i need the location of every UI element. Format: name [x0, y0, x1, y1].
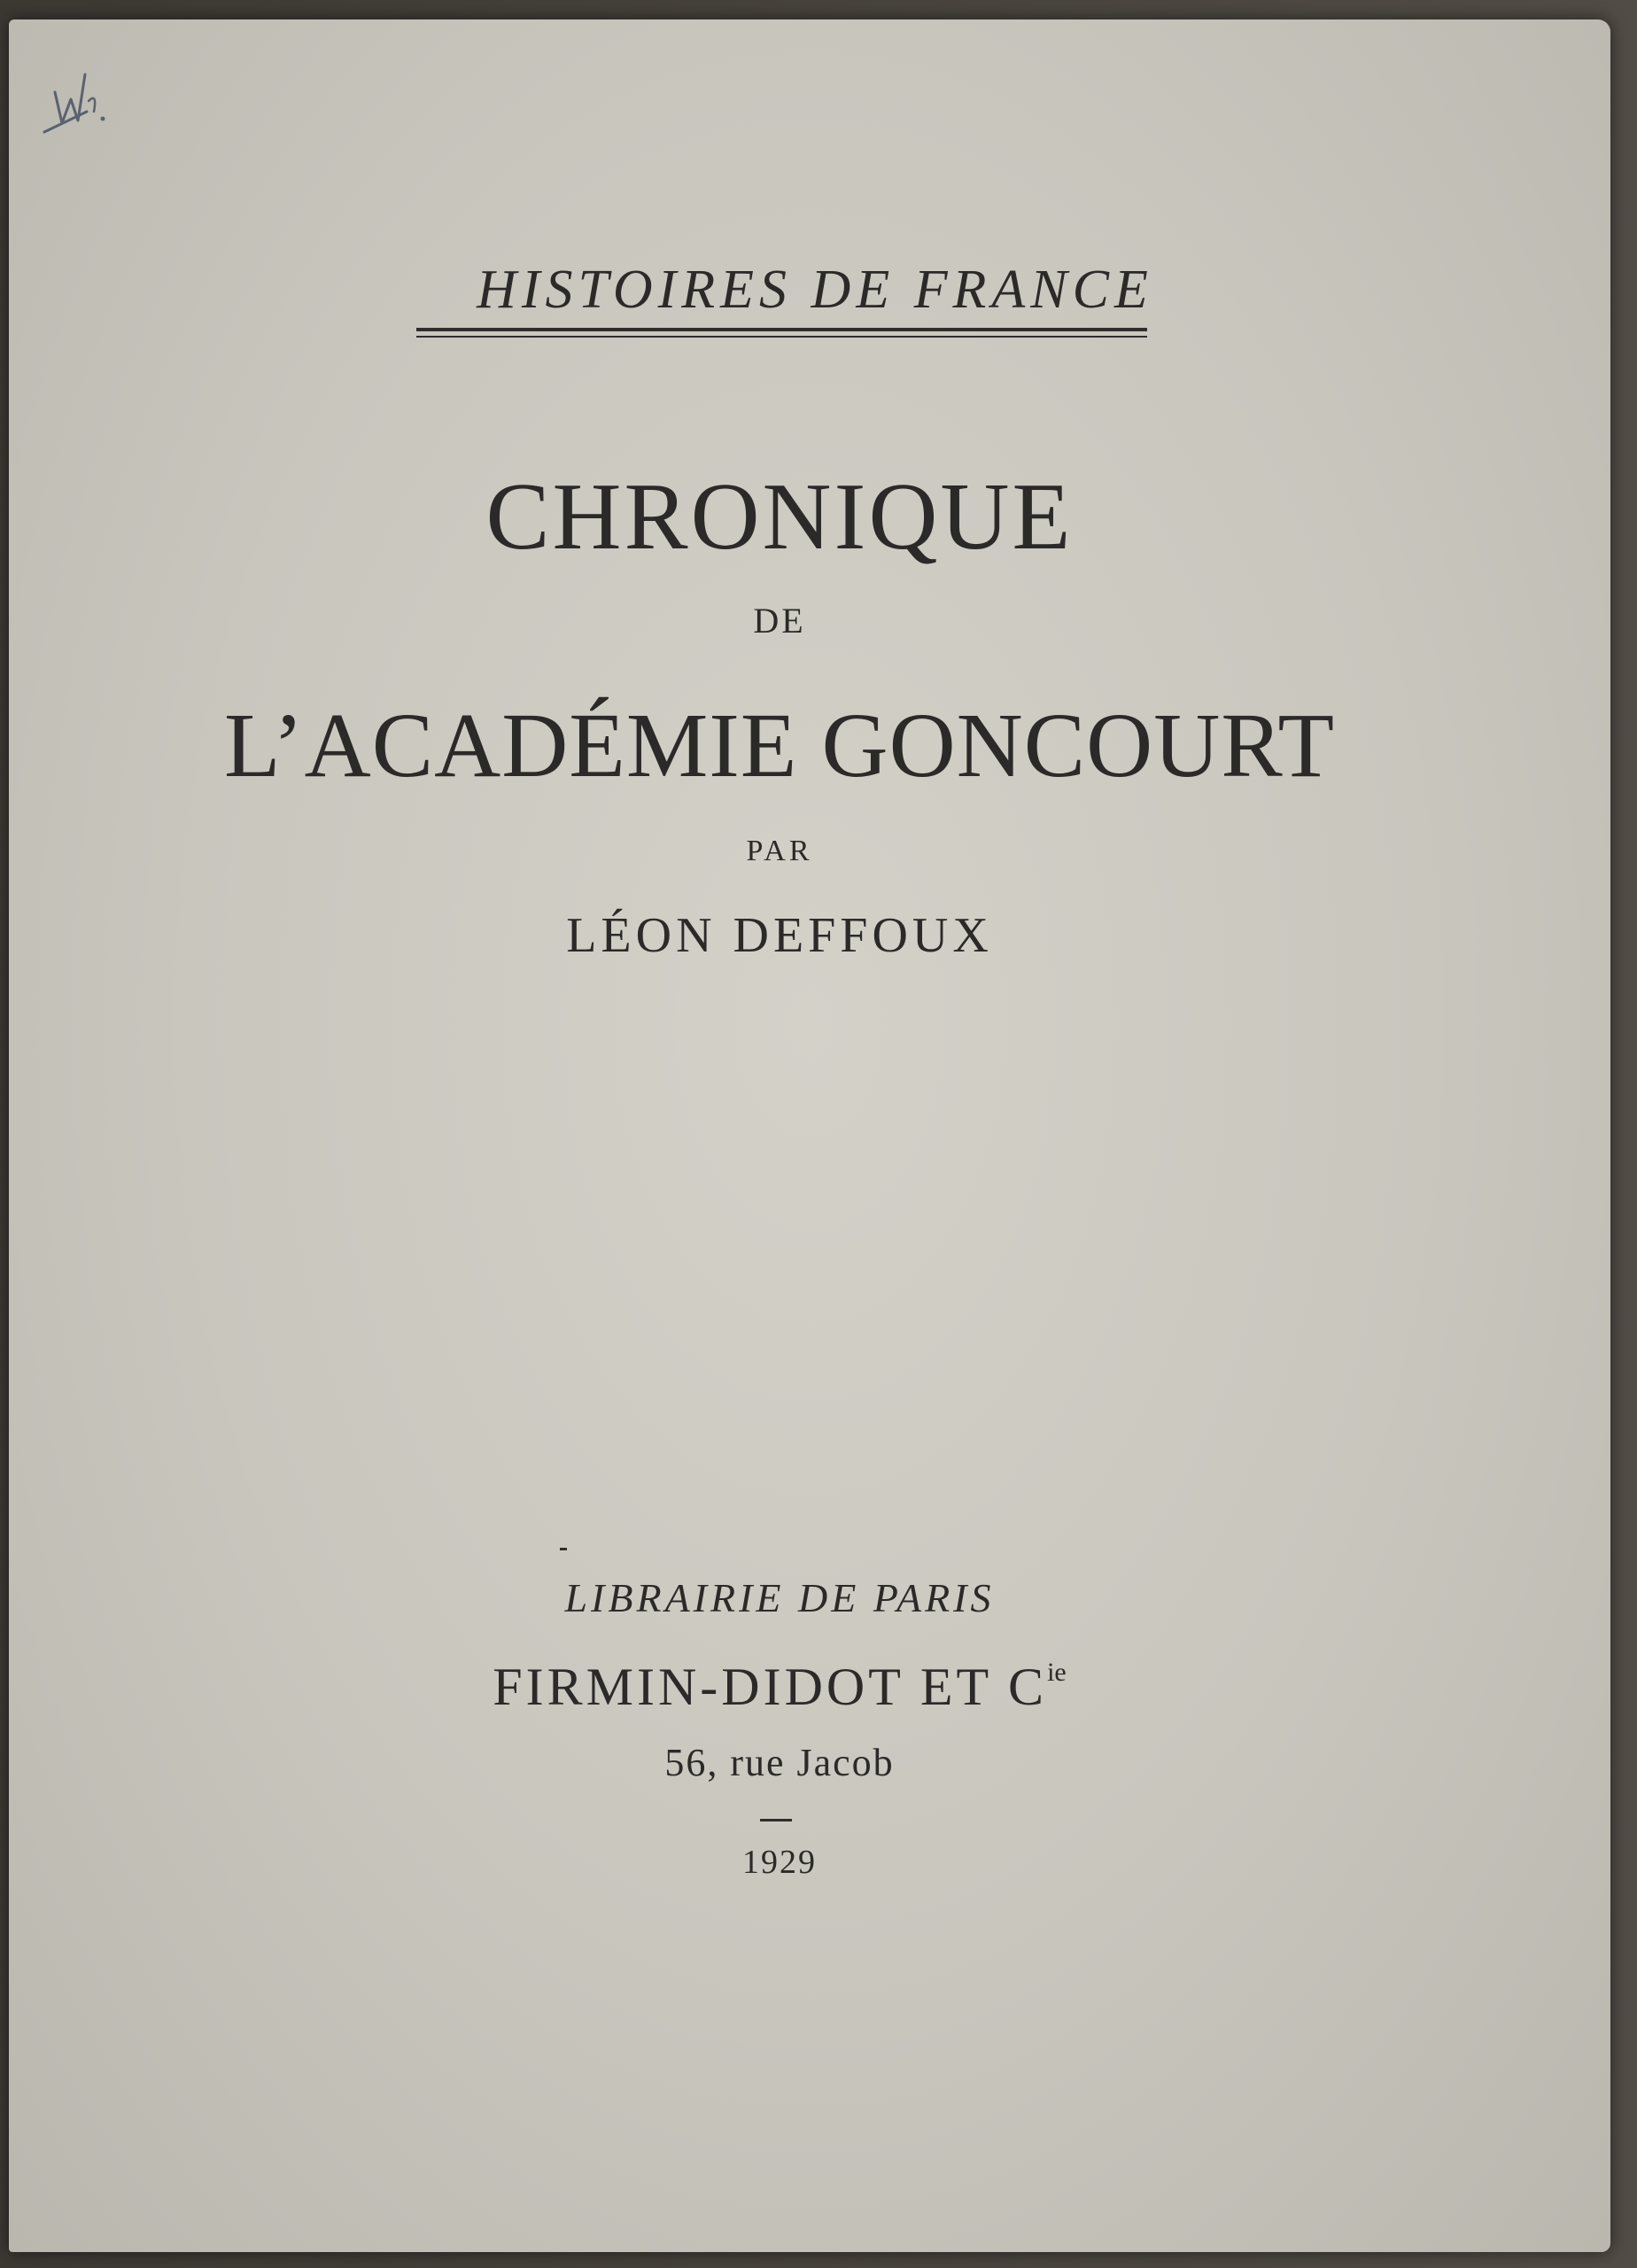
publication-year: 1929 — [742, 1844, 817, 1881]
title-connector: DE — [753, 601, 806, 641]
author-name: LÉON DEFFOUX — [566, 908, 993, 963]
book-title-line-2: L’ACADÉMIE GONCOURT — [224, 695, 1335, 796]
small-dash-mark — [560, 1548, 567, 1550]
book-cover — [9, 19, 1610, 2252]
book-title-line-1: CHRONIQUE — [485, 464, 1074, 570]
publisher-address: 56, rue Jacob — [664, 1741, 895, 1784]
publisher-name-text: FIRMIN-DIDOT ET C — [493, 1658, 1048, 1716]
separator-rule — [760, 1819, 792, 1821]
publisher-imprint: LIBRAIRIE DE PARIS — [564, 1575, 995, 1620]
series-underline-thin — [416, 336, 1147, 338]
publisher-name — [9, 1657, 1550, 1718]
series-title: HISTOIRES DE FRANCE — [477, 260, 1153, 320]
publisher-suffix: ie — [1047, 1658, 1067, 1687]
series-underline — [416, 328, 1147, 331]
by-line: PAR — [746, 835, 813, 867]
pencil-annotation-icon — [35, 57, 124, 154]
